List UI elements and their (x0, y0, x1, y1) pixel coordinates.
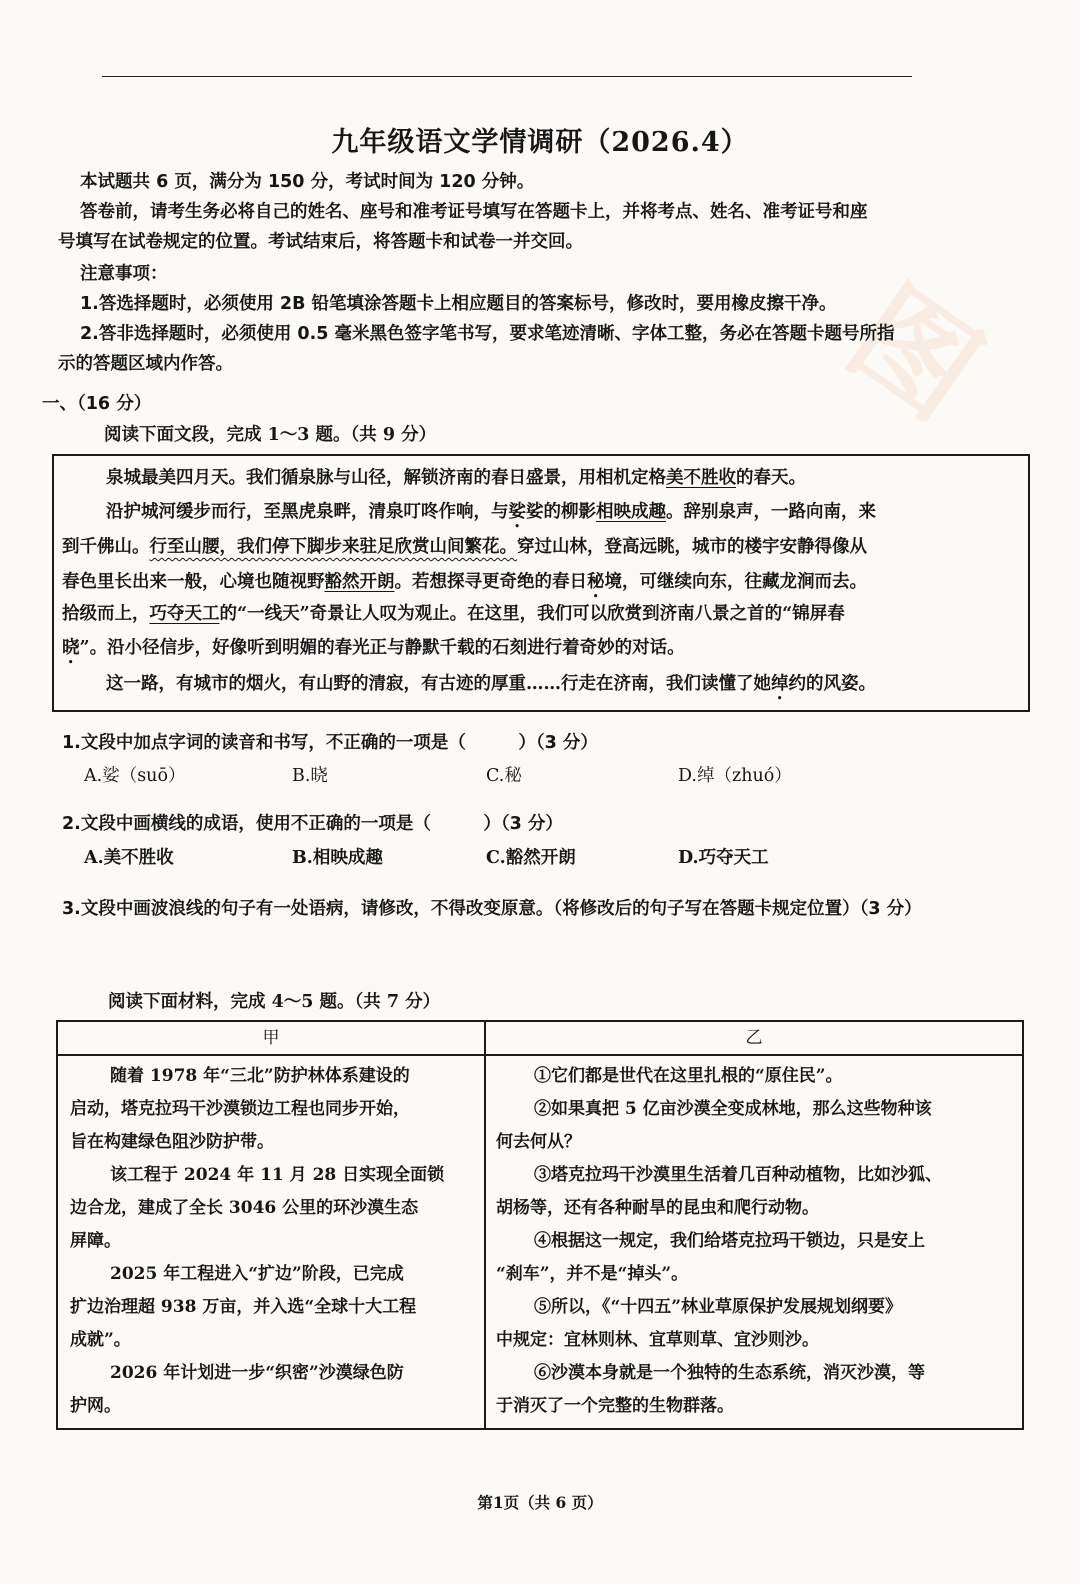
passage-text: 境，可继续向东，往藏龙涧而去。 (604, 572, 867, 592)
wavy-sentence: 行至山腰，我们停下脚步来驻足欣赏山间繁花。 (149, 537, 517, 557)
dotted-char: 绰 (771, 674, 789, 694)
idiom-underlined: 美不胜收 (666, 468, 736, 488)
header-rule (102, 76, 912, 77)
note-2a: 2.答非选择题时，必须使用 0.5 毫米黑色签字笔书写，要求笔迹清晰、字体工整，务必在答题卡题号所指 (80, 324, 895, 344)
q1-option-b: B.晓 (292, 766, 328, 786)
material-b-line: ③塔克拉玛干沙漠里生活着几百种动植物，比如沙狐、 (534, 1165, 942, 1185)
passage-text: 春色里长出来一般，心境也随视野 (62, 572, 325, 592)
passage-line-4 (62, 570, 867, 602)
section-1-label: 一、（16 分） (42, 394, 152, 414)
material-col-a (57, 1055, 485, 1429)
material-col-a-header: 甲 (57, 1021, 485, 1055)
note-2b: 示的答题区域内作答。 (58, 354, 233, 374)
passage-text: 约的风姿。 (788, 674, 876, 694)
material-b-line: 中规定：宜林则林、宜草则草、宜沙则沙。 (496, 1330, 819, 1350)
dotted-char: 娑 (508, 502, 526, 522)
dotted-char: 秘 (587, 572, 605, 592)
passage-text: 这一路，有城市的烟火，有山野的清寂，有古迹的厚重……行走在济南，我们读懂了她 (106, 674, 771, 694)
material-b-line: ①它们都是世代在这里扎根的“原住民”。 (534, 1066, 843, 1086)
idiom-underlined: 相映成趣 (596, 502, 666, 522)
question-1: 1.文段中加点字词的读音和书写，不正确的一项是（ ）（3 分） (62, 733, 598, 753)
material-b-line: 何去何从？ (496, 1132, 581, 1152)
material-instruction: 阅读下面材料，完成 4～5 题。（共 7 分） (108, 992, 441, 1012)
passage-line-6 (62, 636, 685, 668)
material-a-line: 护网。 (70, 1396, 121, 1416)
material-a-line: 成就”。 (70, 1330, 131, 1350)
passage-line-5 (62, 602, 845, 626)
material-b-line: “刹车”，并不是“掉头”。 (496, 1264, 689, 1284)
intro-line-2a: 答卷前，请考生务必将自己的姓名、座号和准考证号填写在答题卡上，并将考点、姓名、准考证号和座 (80, 202, 868, 222)
material-b-line: ⑥沙漠本身就是一个独特的生态系统，消灭沙漠，等 (534, 1363, 925, 1383)
watermark: 图 (824, 261, 1005, 446)
passage-text: 到千佛山。 (62, 537, 150, 557)
material-b-line: ④根据这一规定，我们给塔克拉玛干锁边，只是安上 (534, 1231, 925, 1251)
material-b-line: 于消灭了一个完整的生物群落。 (496, 1396, 734, 1416)
q1-option-c: C.秘 (486, 766, 522, 786)
question-3: 3.文段中画波浪线的句子有一处语病，请修改，不得改变原意。（将修改后的句子写在答题卡规定位置）（3 分） (62, 899, 922, 919)
notes-label: 注意事项： (80, 264, 168, 284)
passage-line-2 (106, 500, 876, 532)
passage-text: 沿护城河缓步而行，至黑虎泉畔，清泉叮咚作响，与 (106, 502, 509, 522)
material-a-line: 该工程于 2024 年 11 月 28 日实现全面锁 (110, 1165, 445, 1185)
material-a-line: 扩边治理超 938 万亩，并入选“全球十大工程 (70, 1297, 417, 1317)
material-table (56, 1020, 1024, 1430)
question-2: 2.文段中画横线的成语，使用不正确的一项是（ ）（3 分） (62, 814, 563, 834)
passage-text: 。若想探寻更奇绝的春日 (394, 572, 587, 592)
passage-text: 拾级而上， (62, 604, 150, 624)
passage-line-3 (62, 535, 867, 559)
material-a-line: 2025 年工程进入“扩边”阶段，已完成 (110, 1264, 404, 1284)
passage-text: 穿过山林，登高远眺，城市的楼宇安静得像从 (517, 537, 867, 557)
material-b-line: ⑤所以，《“十四五”林业草原保护发展规划纲要》 (534, 1297, 903, 1317)
passage-text: 的“一线天”奇景让人叹为观止。在这里，我们可以欣赏到济南八景之首的“锦屏春 (219, 604, 845, 624)
passage-text: 娑的柳影 (526, 502, 596, 522)
passage-text: 。辞别泉声，一路向南，来 (666, 502, 876, 522)
passage-line-7 (106, 672, 876, 704)
idiom-underlined: 巧夺天工 (149, 604, 220, 624)
passage-line-1 (106, 466, 806, 490)
material-a-line: 随着 1978 年“三北”防护林体系建设的 (110, 1066, 410, 1086)
q2-option-c: C.豁然开朗 (486, 848, 576, 868)
material-col-b-header: 乙 (485, 1021, 1023, 1055)
q1-option-d: D.绰（zhuó） (678, 766, 792, 786)
section-1-instruction: 阅读下面文段，完成 1～3 题。（共 9 分） (104, 425, 437, 445)
material-a-line: 屏障。 (70, 1231, 121, 1251)
idiom-underlined: 豁然开朗 (324, 572, 395, 592)
passage-text: 泉城最美四月天。我们循泉脉与山径，解锁济南的春日盛景，用相机定格 (106, 468, 666, 488)
q2-option-d: D.巧夺天工 (678, 848, 769, 868)
q2-option-a: A.美不胜收 (84, 848, 174, 868)
material-b-line: 胡杨等，还有各种耐旱的昆虫和爬行动物。 (496, 1198, 819, 1218)
passage-text: ”。沿小径信步，好像听到明媚的春光正与静默千载的石刻进行着奇妙的对话。 (79, 638, 685, 658)
material-a-line: 边合龙，建成了全长 3046 公里的环沙漠生态 (70, 1198, 419, 1218)
page-title: 九年级语文学情调研（2026.4） (331, 127, 749, 158)
passage-text: 的春天。 (736, 468, 806, 488)
material-col-b (485, 1055, 1023, 1429)
page-number: 第1页（共 6 页） (477, 1493, 603, 1512)
note-1: 1.答选择题时，必须使用 2B 铅笔填涂答题卡上相应题目的答案标号，修改时，要用橡皮擦干净。 (80, 294, 837, 314)
material-b-line: ②如果真把 5 亿亩沙漠全变成林地，那么这些物种该 (534, 1099, 932, 1119)
dotted-char: 晓 (62, 638, 80, 658)
q2-option-b: B.相映成趣 (292, 848, 383, 868)
intro-line-1: 本试题共 6 页，满分为 150 分，考试时间为 120 分钟。 (80, 172, 535, 192)
material-a-line: 旨在构建绿色阻沙防护带。 (70, 1132, 274, 1152)
intro-line-2b: 号填写在试卷规定的位置。考试结束后，将答题卡和试卷一并交回。 (58, 232, 583, 252)
material-a-line: 启动，塔克拉玛干沙漠锁边工程也同步开始， (70, 1099, 410, 1119)
q1-option-a: A.娑（suō） (84, 766, 186, 786)
material-a-line: 2026 年计划进一步“织密”沙漠绿色防 (110, 1363, 404, 1383)
